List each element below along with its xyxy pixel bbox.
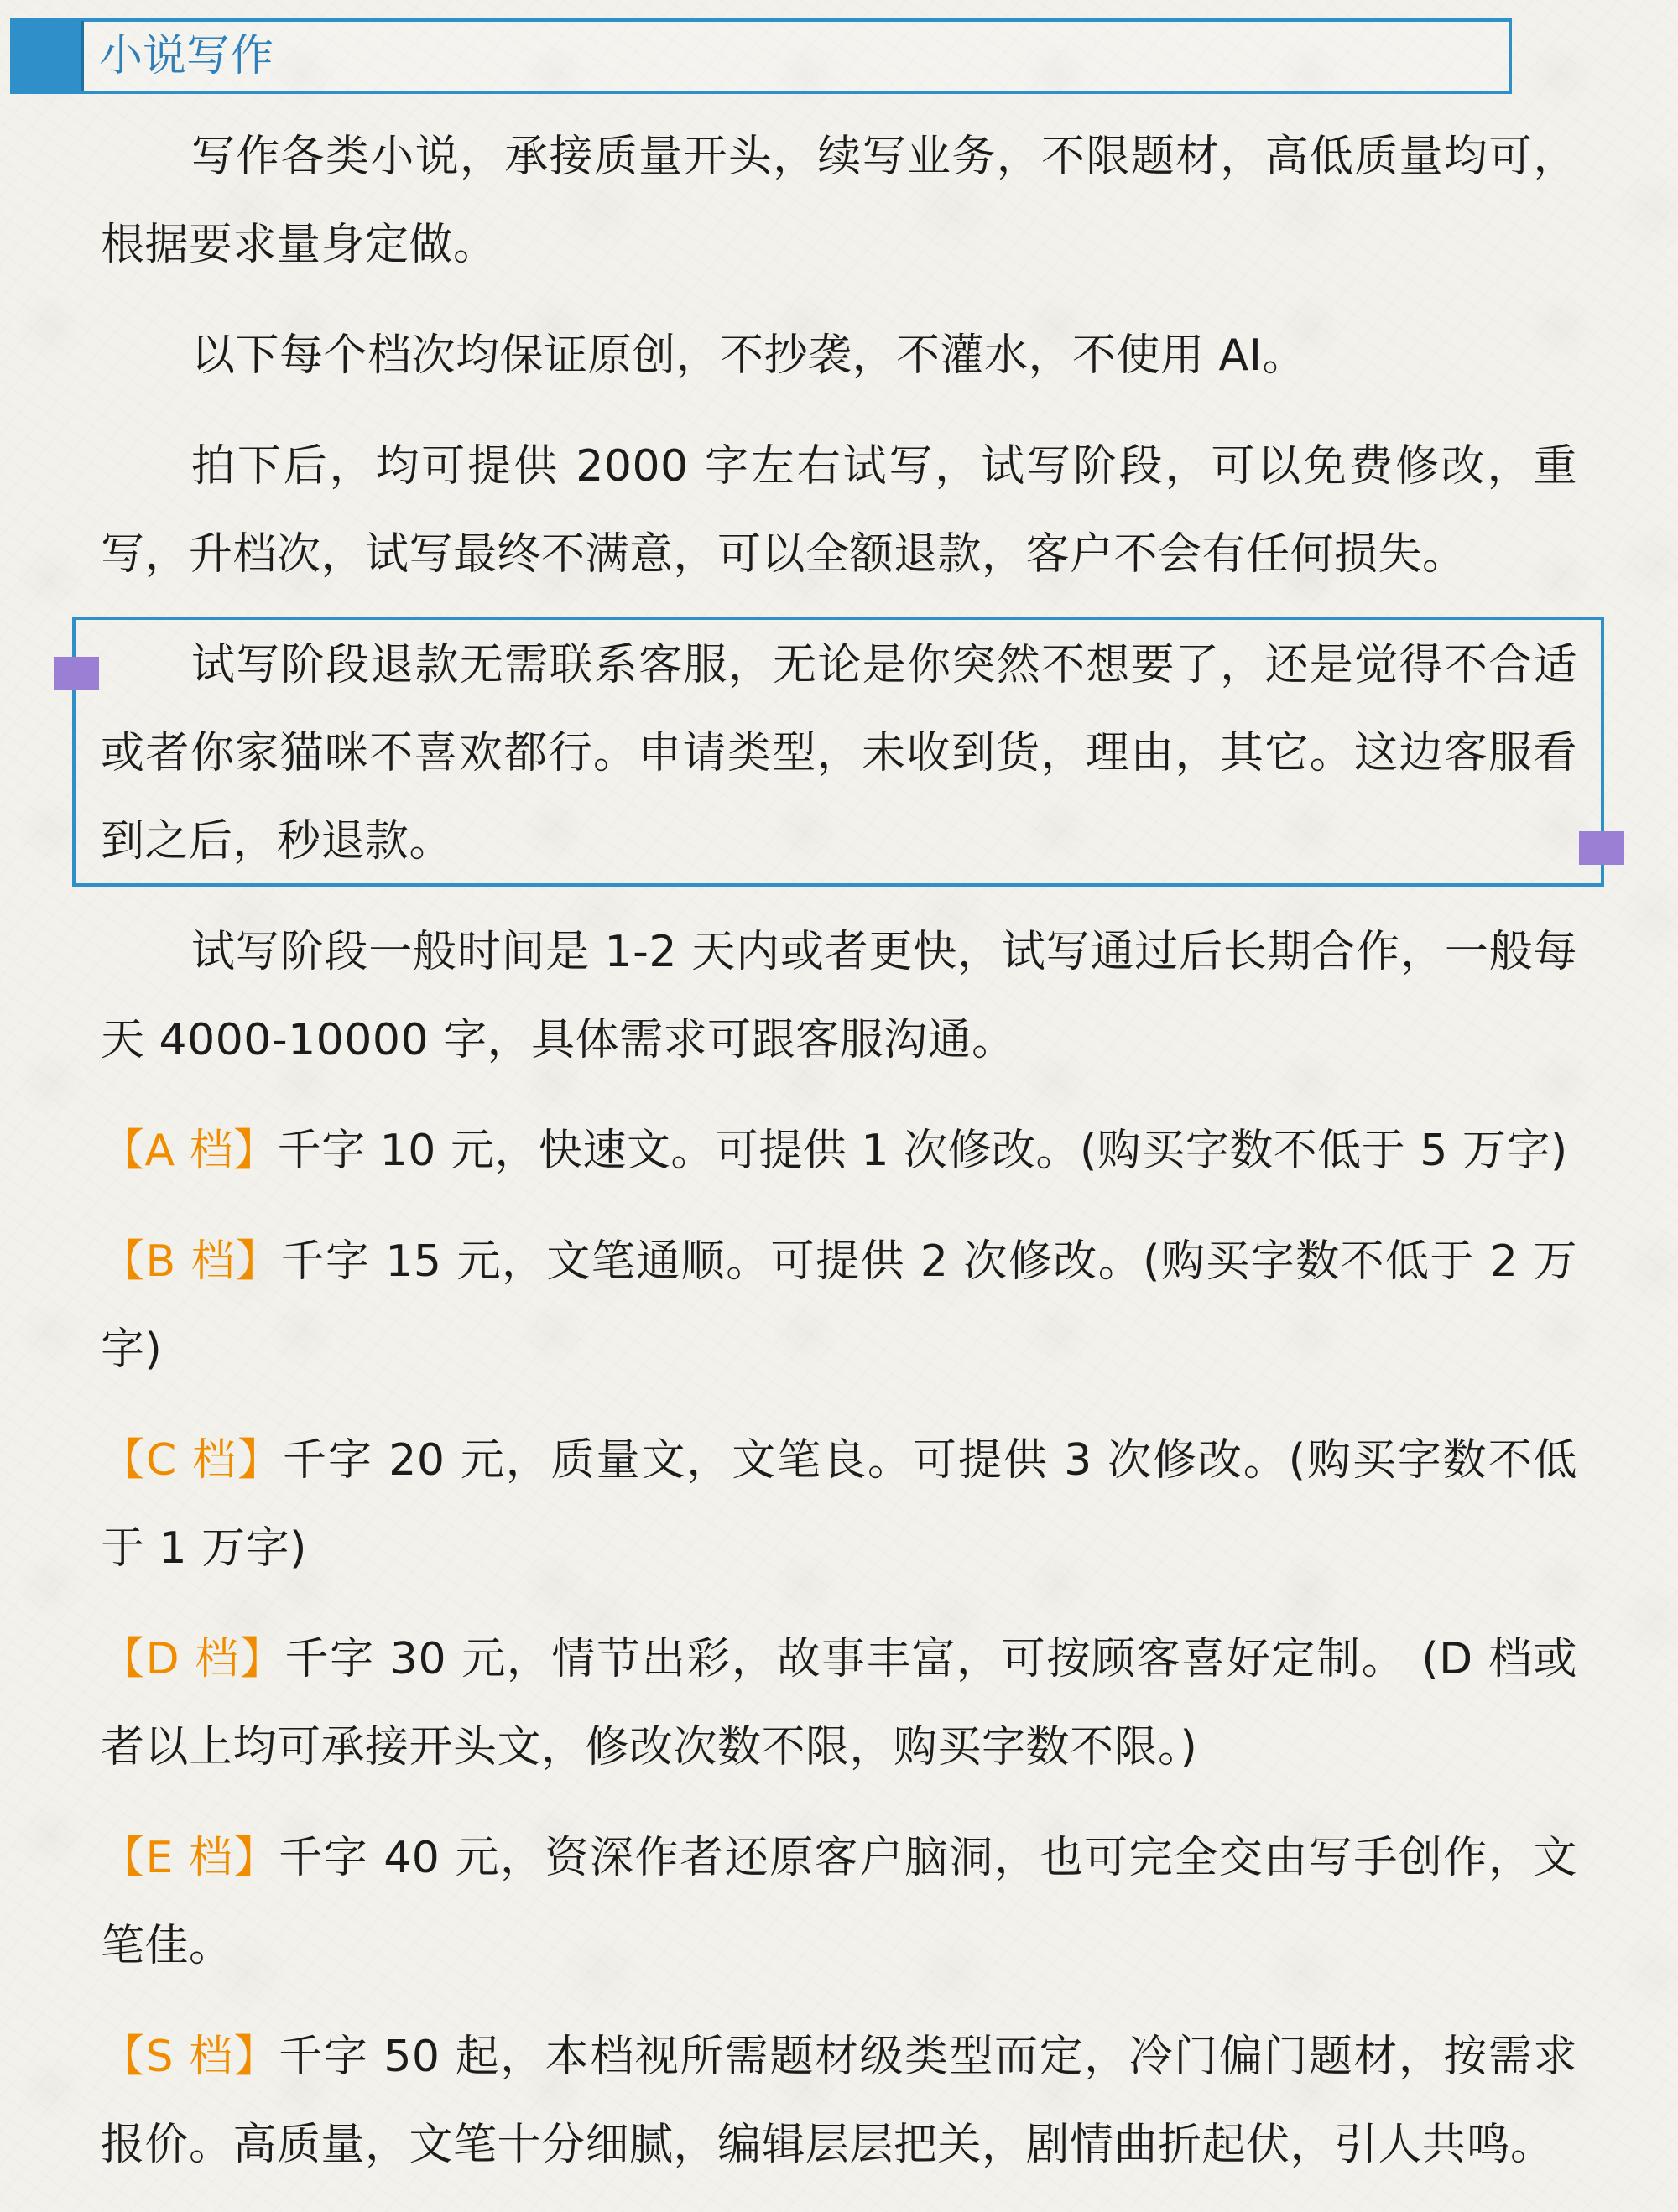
tier-c — [101, 1417, 1577, 1593]
tier-a-label: 【A 档】 — [101, 1126, 278, 1176]
tier-c-label: 【C 档】 — [101, 1435, 283, 1486]
original-paragraph: 以下每个档次均保证原创，不抄袭，不灌水，不使用 AI。 — [191, 330, 1306, 381]
section-title: 小说写作 — [99, 31, 274, 81]
tier-e-text: 千字 40 元，资深作者还原客户脑洞，也可完全交由写手创作，文笔佳。 — [101, 1833, 1577, 1971]
refund-paragraph: 试写阶段退款无需联系客服，无论是你突然不想要了，还是觉得不合适或者你家猫咪不喜欢都行。申请类型，未收到货，理由，其它。这边客服看到之后，秒退款。 — [101, 640, 1577, 867]
tier-s-text: 千字 50 起，本档视所需题材级类型而定，冷门偏门题材，按需求报价。高质量，文笔十分细腻，编辑层层把关，剧情曲折起伏，引人共鸣。 — [101, 2032, 1577, 2170]
intro-paragraph: 写作各类小说，承接质量开头，续写业务，不限题材，高低质量均可，根据要求量身定做。 — [101, 132, 1577, 270]
tier-b-label: 【B 档】 — [101, 1236, 281, 1287]
tier-b-text: 千字 15 元，文笔通顺。可提供 2 次修改。(购买字数不低于 2 万字) — [101, 1236, 1577, 1375]
timing-paragraph: 试写阶段一般时间是 1-2 天内或者更快，试写通过后长期合作，一般每天 4000-10000 字，具体需求可跟客服沟通。 — [101, 927, 1577, 1065]
tier-s-label: 【S 档】 — [101, 2032, 279, 2082]
tier-b — [101, 1218, 1577, 1394]
tier-e-label: 【E 档】 — [101, 1833, 279, 1883]
tier-d — [101, 1616, 1577, 1792]
tier-d-text: 千字 30 元，情节出彩，故事丰富，可按顾客喜好定制。 (D 档或者以上均可承接开头文，修改次数不限，购买字数不限。) — [101, 1634, 1577, 1772]
selection-handle-end[interactable] — [1579, 831, 1624, 865]
trial-paragraph: 拍下后，均可提供 2000 字左右试写，试写阶段，可以免费修改，重写，升档次，试写最终不满意，可以全额退款，客户不会有任何损失。 — [101, 441, 1577, 580]
refund-selection[interactable] — [101, 622, 1577, 886]
tier-a-text: 千字 10 元，快速文。可提供 1 次修改。(购买字数不低于 5 万字) — [277, 1126, 1568, 1176]
tier-a — [101, 1107, 1577, 1195]
header-square-icon — [13, 21, 84, 91]
tier-s — [101, 2013, 1577, 2189]
selection-handle-start[interactable] — [54, 657, 99, 690]
tier-d-label: 【D 档】 — [101, 1634, 285, 1684]
tier-c-text: 千字 20 元，质量文，文笔良。可提供 3 次修改。(购买字数不低于 1 万字) — [101, 1435, 1577, 1574]
section-header — [10, 18, 1512, 94]
tier-e — [101, 1814, 1577, 1991]
content-body — [101, 113, 1577, 2212]
